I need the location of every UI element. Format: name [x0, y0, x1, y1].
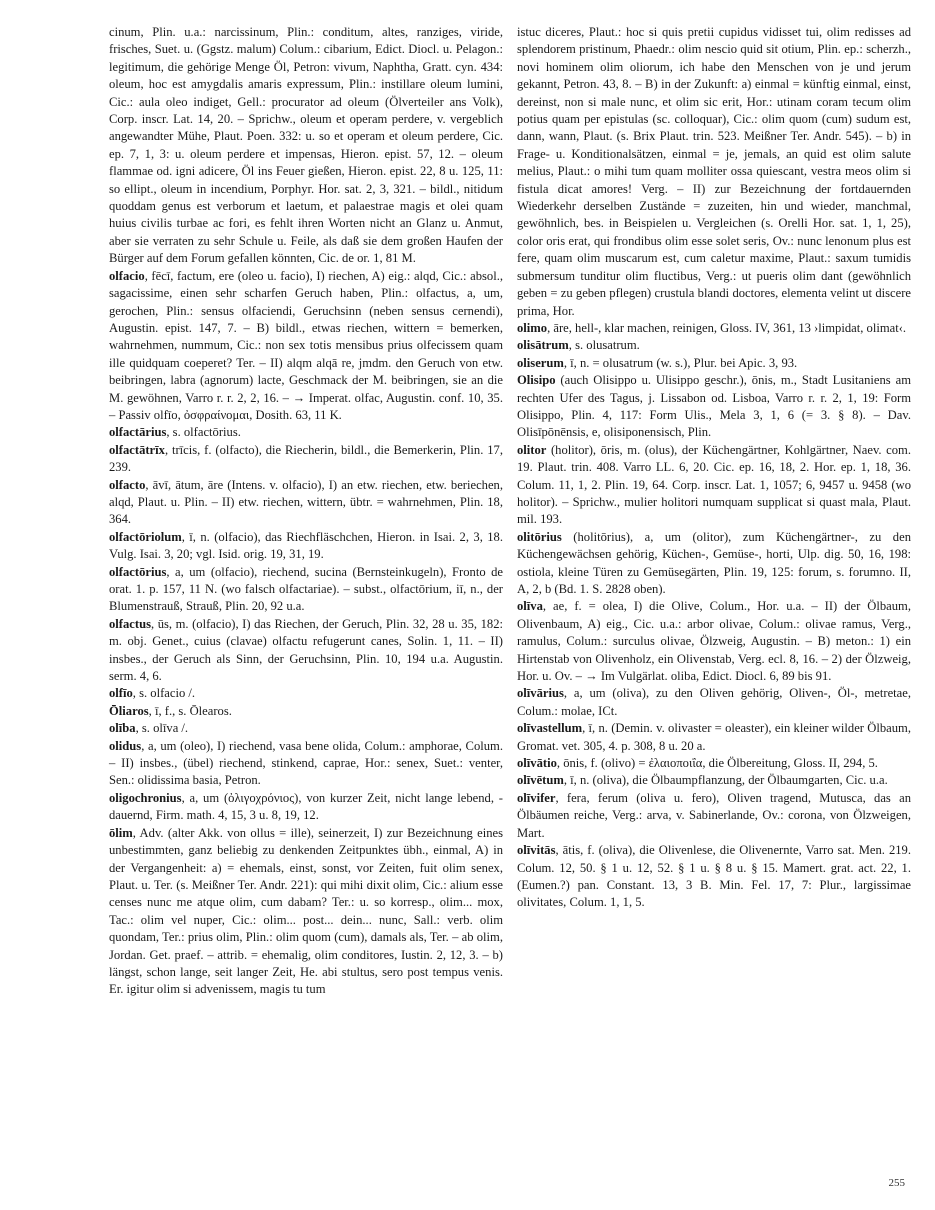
- headword: olfacto: [109, 477, 146, 492]
- entry: [109, 685, 503, 702]
- page-number: 255: [888, 1177, 905, 1189]
- entry: [517, 598, 911, 685]
- entry: [109, 738, 503, 790]
- entry-text: (auch Olisippo u. Ulisippo geschr.), ōnis, m., Stadt Lusitaniens am rechten Ufer des Tagus, j. Lissabon od. Lisboa, Varro r. r. 2, 1, 19: Form Olisippo, Plin. 4, 117: Form Ulis., Mela 3, 1, 6 (= 3. § 8). – Dav. Olisīpōnēnsis, e, olisiponensisch, Plin.: [517, 373, 911, 440]
- entry-text: , s. olfactōrius.: [166, 425, 241, 440]
- headword: olfacio: [109, 268, 145, 283]
- headword: Ōliaros: [109, 703, 149, 718]
- headword: olfīo: [109, 686, 133, 701]
- entry: [109, 564, 503, 616]
- entry: [109, 424, 503, 441]
- entry: [109, 477, 503, 529]
- entry-text: istuc diceres, Plaut.: hoc si quis pretii cupidus vidisset tui, olim redisses ad splendorem pristinum, Phaedr.: olim nescio quid sit otium, Plin. ep.: scherzh., novi hominem olim oliorum, ich habe den Menschen von je und jerum gekannt, Petron. 43, 8. – B) in der Zukunft: a) einmal = künftig einmal, einst, dereinst, non si male nunc, et olim sic erit, Hor.: utinam coram tecum olim potius quam per epistulas (sc. colloquar), Cic.: olim quom (cum) sudum est, dann, wann, Plaut. (s. Brix Plaut. trin. 523. Meißner Ter. Andr. 545). – b) in Frage- u. Konditionalsätzen, einmal = je, jemals, an quid est olim salute melius, Plaut.: o mihi tum quam molliter ossa quiescant, vestra meos olim si fistula dicat amores! Verg. – II) zur Bezeichnung der fortdauernden Wiederkehr derselben Zustände = zuzeiten, hin und wieder, manchmal, gewöhnlich, bes. in Beispielen u. Vergleichen (s. Orelli Hor. sat. 1, 1, 25), color oris erat, qui frondibus olim esse solet seris, Ov.: nunc lenonum plus est fere, quam olim muscarum est, cum caletur maxime, Plaut.: saxum tumidis submersum tunditur olim fluctibus, Verg.: ut pueris olim dant (gewöhnlich geben = zu geben pflegen) crustula blandi doctores, elementa velint ut discere prima, Hor.: [517, 25, 911, 318]
- entry-text: , a, um (oliva), zu den Oliven gehörig, Oliven-, Öl-, metretae, Colum.: molae, ICt.: [517, 686, 911, 718]
- entry-text: , fera, ferum (oliva u. fero), Oliven tragend, Mutusca, das an Ölbäumen reiche, Verg.: arva, v. Sabinerlande, Ov.: corona, von Ölzweigen, Mart.: [517, 790, 911, 840]
- entry-text: , ī, f., s. Ōlearos.: [148, 703, 232, 718]
- headword: olfactātrīx: [109, 442, 165, 457]
- entry: [517, 755, 911, 772]
- headword: olisātrum: [517, 338, 569, 353]
- entry-text: , ī, n. = olusatrum (w. s.), Plur. bei Apic. 3, 93.: [563, 355, 798, 370]
- headword: olimo: [517, 320, 548, 335]
- left-column: [109, 24, 503, 999]
- headword: ōlim: [109, 825, 133, 840]
- headword: olīvārius: [517, 686, 564, 701]
- entry: [517, 685, 911, 720]
- entry-text: , fēcī, factum, ere (oleo u. facio), I) riechen, A) eig.: alqd, Cic.: absol., sagacissime, einen sehr scharfen Geruch haben, Plin.: olfactus, a, um, gerochen, Plin.: sensus olfaciendi, Geruchsinn (neben sensus cernendi), Augustin. epist. 147, 7. – B) bildl., etwas riechen, wittern = bemerken, wahrnehmen, nummum, Cic.: non sex totis mensibus prius olfecissem quam ille quidquam coeperet? Ter. – II) alqm alqā re, jmdm. den Geruch von etw. beibringen, labra (agnorum) lacte, Geschmack der M. beibringen, sie an die M. gewöhnen, Varro r. r. 2, 2, 16. – → Imperat. olfac, Augustin. conf. 10, 35. – Passiv olfīo, ὀσφραίνομαι, Dosith. 63, 11 K.: [109, 268, 503, 422]
- entry-text: , āvī, ātum, āre (Intens. v. olfacio), I) an etw. riechen, etw. beriechen, alqd, Plaut. u. Plin. – II) etw. riechen, wittern, übtr. = wahrnehmen, Plin. 18, 364.: [109, 477, 503, 527]
- entry-text: , ī, n. (Demin. v. olivaster = oleaster), ein kleiner wilder Ölbaum, Gromat. vet. 305, 4. p. 308, 8 u. 20 a.: [517, 721, 911, 753]
- entry-text: , a, um (olfacio), riechend, sucina (Bernsteinkugeln), Fronto de orat. 1. p. 157, 11 N. (wo falsch olfactariae). – subst., olfactōrium, iī, n., der Blumenstrauß, Strauß, Plin. 20, 92 u.a.: [109, 564, 503, 614]
- entry-text: , ī, n. (oliva), die Ölbaumpflanzung, der Ölbaumgarten, Cic. u.a.: [563, 773, 888, 788]
- entry-text: , ōnis, f. (olivo) = ἐλαιοποιΐα, die Ölbereitung, Gloss. II, 294, 5.: [556, 756, 878, 771]
- headword: olidus: [109, 738, 142, 753]
- entry-text: , a, um (ὀλιγοχρόνιος), von kurzer Zeit, nicht lange lebend, -dauernd, Firm. math. 4, 15, 3 u. 8, 19, 12.: [109, 790, 503, 823]
- entry: [517, 720, 911, 755]
- entry: [517, 355, 911, 372]
- entry: [517, 790, 911, 842]
- entry: [109, 268, 503, 425]
- entry-text: (holitor), ōris, m. (olus), der Küchengärtner, Kohlgärtner, Naev. com. 19. Plaut. trin. 408. Varro LL. 6, 20. Cic. ep. 16, 18, 2. Hor. ep. 1, 18, 36. Colum. 11, 1, 2. Plin. 19, 64. Corp. inscr. Lat. 1, 1057; 6, 9457 u. 9458 (wo holitor). – Sprichw., mulier holitori numquam supplicat si quast mala, Plaut. mil. 193.: [517, 442, 911, 527]
- entry-text: , āre, hell-, klar machen, reinigen, Gloss. IV, 361, 13 ›limpidat, olimat‹.: [547, 320, 907, 335]
- entry-text: , Adv. (alter Akk. von ollus = ille), seinerzeit, I) zur Bezeichnung eines unbestimmten, ganz beliebig zu denkenden Zeitpunktes übh., einmal, A) in der Vergangenheit: a) = ehemals, einst, sonst, vor Zeiten, fuit olim senex, Plaut. u. Ter. (s. Meißner Ter. Andr. 221): qui mihi dixit olim, Cic.: alium esse censes nunc me atque olim, cum dabam? Ter.: u. so korresp., olim... mox, Tac.: olim vel nuper, Cic.: olim... post... dein... nunc, Sall.: verb. olim quondam, Ter.: prius olim, Plin.: olim quom (cum), damals als, Ter. – ab olim, Jordan. Get. praef. – attrib. = ehemalig, olim conditores, Iustin. 2, 12, 3. – b) längst, schon lange, seit langer Zeit, He. abi stultus, sero post tempus venis. Er. igitur olim si advenissem, magis tu tum: [109, 825, 503, 997]
- headword: oligochronius: [109, 790, 182, 805]
- headword: olfactārius: [109, 425, 167, 440]
- entry-text: (holitōrius), a, um (olitor), zum Küchengärtner-, zu den Küchengewächsen gehörig, Küchen-, Gemüse-, horti, Ulp. dig. 50, 16, 198: ostiola, kleine Türen zu Gemüsegärten, Plin. 19, 125: forum, s. forumno. II, A, 2, b (Bd. 1. S. 2828 oben).: [517, 529, 911, 596]
- headword: olitōrius: [517, 529, 562, 544]
- entry: [109, 825, 503, 999]
- entry-text: , ī, n. (olfacio), das Riechfläschchen, Hieron. in Isai. 2, 3, 18. Vulg. Isai. 3, 20; vgl. Isid. orig. 19, 31, 19.: [109, 529, 503, 562]
- entry: [109, 616, 503, 686]
- entry-text: , a, um (oleo), I) riechend, vasa bene olida, Colum.: amphorae, Colum. – II) insbes., (übel) riechend, stinkend, caprae, Hor.: senex, Suet.: venter, Sen.: olidissima basia, Petron.: [109, 738, 503, 788]
- headword: olīvētum: [517, 773, 564, 788]
- entry-text: , ae, f. = olea, I) die Olive, Colum., Hor. u.a. – II) der Ölbaum, Olivenbaum, A) eig., Cic. u.a.: arbor olivae, Colum.: olivae ramus, Verg., ramulus, Colum.: surculus olivae, Ölzweig, Augustin. – B) meton.: 1) ein Hirtenstab von Olivenholz, ein Olivenstab, Verg. ecl. 8, 16. – 2) der Ölzweig, Hor. u. Ov. – → Im Vulgärlat. oliba, Edict. Diocl. 6, 89 bis 91.: [517, 599, 911, 684]
- entry: [109, 720, 503, 737]
- entry: [517, 442, 911, 529]
- entry: [109, 703, 503, 720]
- entry: [109, 442, 503, 477]
- headword: olīvastellum: [517, 721, 583, 736]
- entry-text: , ūs, m. (olfacio), I) das Riechen, der Geruch, Plin. 32, 28 u. 35, 182: m. obj. Genet., cuius (clavae) olfactu refugerunt canes, Solin. 1, 11. – II) insbes., der Geruch als Sinn, der Geruchsinn, Plin. 10, 194 u.a. Augustin. serm. 4, 6.: [109, 616, 503, 684]
- headword: olfactus: [109, 616, 151, 631]
- headword: oliserum: [517, 355, 564, 370]
- headword: olfactōrius: [109, 564, 167, 579]
- entry: [517, 772, 911, 789]
- entry-text: , s. olfacio /.: [132, 686, 196, 701]
- headword: olīvitās: [517, 843, 556, 858]
- headword: olitor: [517, 442, 547, 457]
- headword: olīva: [517, 599, 543, 614]
- entry: [517, 842, 911, 912]
- entry-text: , ātis, f. (oliva), die Olivenlese, die Olivenernte, Varro sat. Men. 219. Colum. 12, 50. § 1 u. 12, 52. § 1 u. § 8 u. § 15. Mamert. grat. act. 22, 1. (Eumen.?) pan. Constant. 13, 3 B. Min. Fel. 17, 7: Plur., largissimae olivitates, Colum. 1, 1, 5.: [517, 843, 911, 910]
- headword: olība: [109, 721, 136, 736]
- entry-text: , s. olusatrum.: [568, 338, 640, 353]
- entry: [109, 529, 503, 564]
- entry-text: , s. olīva /.: [135, 721, 189, 736]
- entry-text: , trīcis, f. (olfacto), die Riecherin, bildl., die Bemerkerin, Plin. 17, 239.: [109, 442, 503, 475]
- headword: olīvifer: [517, 790, 556, 805]
- entry: [109, 24, 503, 268]
- entry: [517, 529, 911, 599]
- entry-text: cinum, Plin. u.a.: narcissinum, Plin.: conditum, altes, ranziges, viride, frisches, Suet. u. (Ggstz. malum) Colum.: cibarium, Edict. Diocl. u. Pelagon.: legitimum, die gehörige Menge Öl, Petron: vivum, Naphtha, Gratt. cyn. 434: oleum, hoc est amygdalis amaris expressum, Plin.: instillare oleum lumini, Cic.: aula oleo indiget, Gell.: procurator ad oleum (Ölverteiler ans Volk), Corp. inscr. Lat. 14, 20. – Sprichw., oleum et operam perdere, v. vergeblich angewandter Mühe, Plaut. Poen. 332: u. so et operam et oleum perdere, Cic. ep. 7, 1, 3: u. oleum perdere et impensas, Hieron. epist. 57, 12. – oleum flammae od. igni adicere, Öl ins Feuer gießen, Hieron. epist. 22, 8 u. 125, 11: so ellipt., oleum in incendium, Porphyr. Hor. sat. 2, 3, 321. – bildl., nitidum quoddam genus est verborum et laetum, et palaestrae magis et olei quam huius civilis turbae ac fori, es fehlt ihren Worten nicht an Glanz u. Anmut, aber sie verraten zu sehr Schule u. Feile, als daß sie dem großen Haufen der Bürger auf dem Forum gefallen könnten, Cic. de or. 1, 81 M.: [109, 25, 503, 266]
- entry: [517, 24, 911, 320]
- headword: olīvātio: [517, 756, 557, 771]
- headword: Olisipo: [517, 373, 556, 388]
- entry: [517, 337, 911, 354]
- right-column: [517, 24, 911, 912]
- entry: [109, 790, 503, 825]
- entry: [517, 320, 911, 337]
- headword: olfactōriolum: [109, 529, 182, 544]
- entry: [517, 372, 911, 442]
